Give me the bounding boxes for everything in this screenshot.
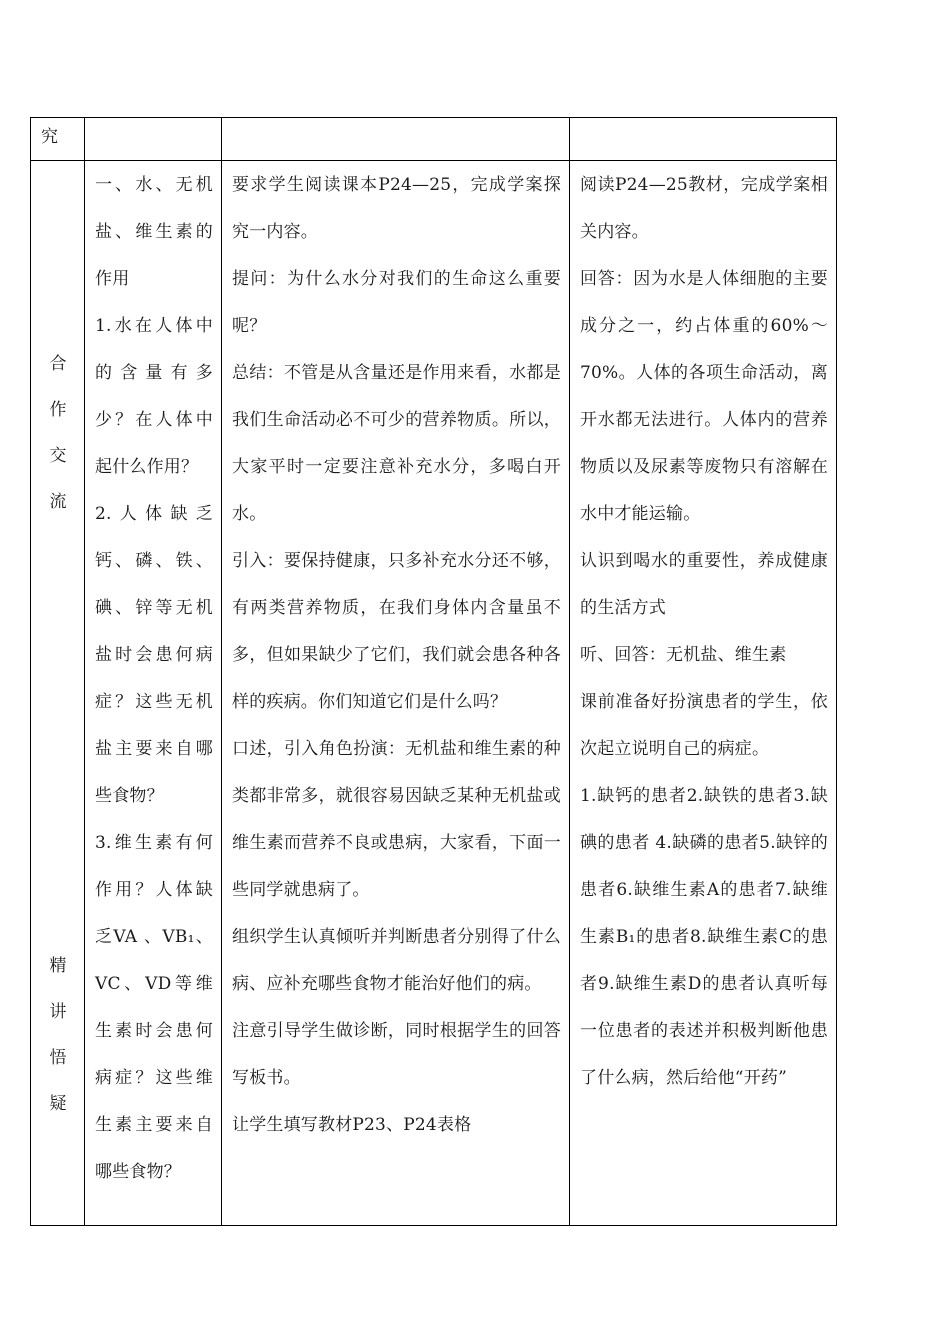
stage-label-explain: 精 讲 悟 疑: [49, 956, 67, 1114]
student-paragraph: 回答：因为水是人体细胞的主要成分之一，约占体重的60%～70%。人体的各项生命活动，离开水都无法进行。人体内的营养物质以及尿素等废物只有溶解在水中才能运输。: [580, 269, 828, 524]
topic-heading: 一、水、无机盐、维生素的作用: [95, 175, 213, 289]
stage-label-cell: [31, 161, 85, 1226]
empty-cell: [85, 118, 222, 161]
empty-cell: [222, 118, 570, 161]
teacher-paragraph: 组织学生认真倾听并判断患者分别得了什么病、应补充哪些食物才能治好他们的病。: [232, 927, 561, 994]
stage-label-cooperate: 合 作 交 流: [49, 354, 67, 512]
student-paragraph: 认识到喝水的重要性，养成健康的生活方式: [580, 551, 828, 618]
section-label-cell: [31, 118, 85, 161]
teacher-paragraph: 注意引导学生做诊断，同时根据学生的回答写板书。: [232, 1021, 561, 1088]
table-row-main: [31, 161, 837, 1226]
teacher-paragraph: 口述，引入角色扮演：无机盐和维生素的种类都非常多，就很容易因缺乏某种无机盐或维生素而营养不良或患病，大家看，下面一些同学就患病了。: [232, 739, 561, 900]
student-paragraph: 阅读P24—25教材，完成学案相关内容。: [580, 175, 828, 242]
topic-question-2: 2.人体缺乏钙、磷、铁、碘、锌等无机盐时会患何病症？这些无机盐主要来自哪些食物？: [95, 504, 213, 806]
lesson-table: [30, 117, 837, 1226]
empty-cell: [570, 118, 837, 161]
student-paragraph: 1.缺钙的患者2.缺铁的患者3.缺碘的患者 4.缺磷的患者5.缺锌的患者6.缺维生素A的患者7.缺维生素B₁的患者8.缺维生素C的患者9.缺维生素D的患者认真听每一位患者的表述并积极判断他患了什么病，然后给他“开药”: [580, 786, 828, 1088]
student-paragraph: 听、回答：无机盐、维生素: [580, 645, 787, 665]
topic-question-3: 3.维生素有何作用？人体缺乏VA 、VB₁、VC、VD等维生素时会患何病症？这些维生素主要来自哪些食物？: [95, 833, 213, 1182]
teacher-paragraph: 让学生填写教材P23、P24表格: [232, 1115, 472, 1135]
teacher-paragraph: 总结：不管是从含量还是作用来看，水都是我们生命活动必不可少的营养物质。所以，大家平时一定要注意补充水分，多喝白开水。: [232, 363, 561, 524]
topic-cell: [85, 161, 222, 1226]
teacher-paragraph: 要求学生阅读课本P24—25，完成学案探究一内容。: [232, 175, 561, 242]
teacher-paragraph: 提问：为什么水分对我们的生命这么重要呢？: [232, 269, 561, 336]
student-paragraph: 课前准备好扮演患者的学生，依次起立说明自己的病症。: [580, 692, 828, 759]
section-label-tail: 究: [41, 127, 58, 147]
topic-question-1: 1.水在人体中的含量有多少？在人体中起什么作用？: [95, 316, 213, 477]
teacher-paragraph: 引入：要保持健康，只多补充水分还不够，有两类营养物质，在我们身体内含量虽不多，但如果缺少了它们，我们就会患各种各样的疾病。你们知道它们是什么吗？: [232, 551, 561, 712]
teacher-activity-cell: [222, 161, 570, 1226]
student-activity-cell: [570, 161, 837, 1226]
table-row-top: [31, 118, 837, 161]
